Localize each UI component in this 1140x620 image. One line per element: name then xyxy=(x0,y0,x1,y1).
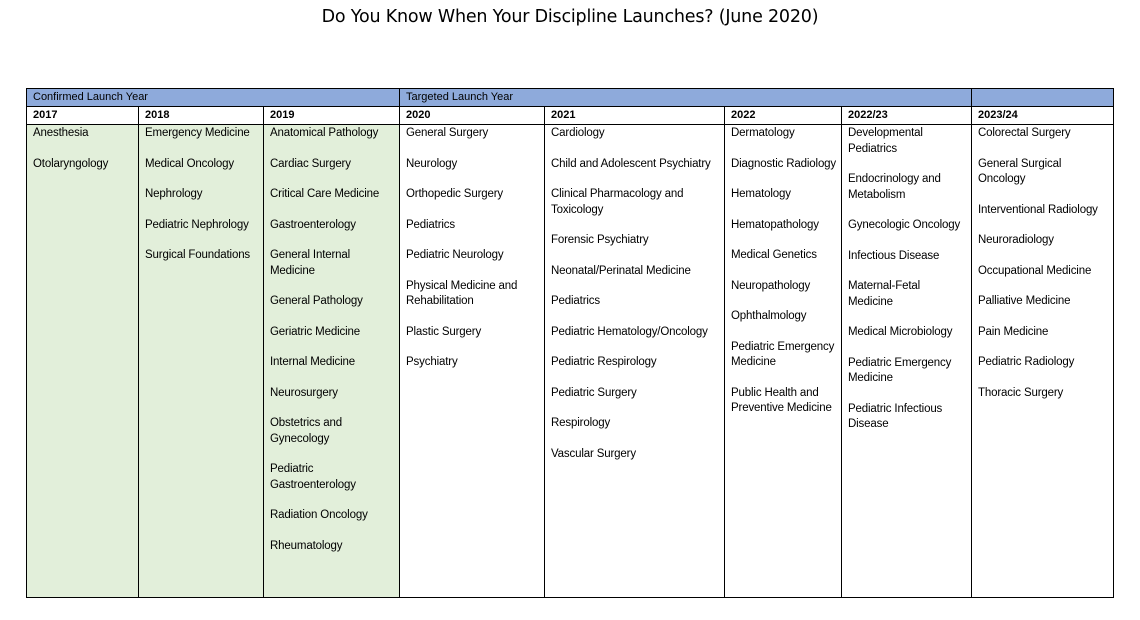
column-2020 xyxy=(399,107,544,597)
group-header-row xyxy=(27,89,1113,107)
discipline-item: Hematopathology xyxy=(731,218,819,231)
discipline-item: Otolaryngology xyxy=(33,157,109,170)
column-header: 2019 xyxy=(264,107,399,125)
discipline-item: Gynecologic Oncology xyxy=(848,219,961,231)
discipline-item: Plastic Surgery xyxy=(406,325,482,338)
discipline-item: Pediatric Neurology xyxy=(406,249,504,261)
column-body xyxy=(725,126,841,417)
column-header: 2023/24 xyxy=(972,107,1113,125)
discipline-item: Medical Genetics xyxy=(731,249,817,261)
discipline-item: Pediatric Emergency Medicine xyxy=(848,356,952,384)
discipline-item: Pediatrics xyxy=(406,218,455,231)
discipline-item: Emergency Medicine xyxy=(145,127,250,139)
discipline-item: Cardiac Surgery xyxy=(270,157,351,170)
discipline-item: Medical Oncology xyxy=(145,157,235,170)
column-2018 xyxy=(138,107,263,597)
column-header: 2017 xyxy=(27,107,138,125)
page-title: Do You Know When Your Discipline Launches? (June 2020) xyxy=(321,7,819,27)
column-body xyxy=(264,126,399,554)
discipline-item: Neurosurgery xyxy=(270,386,338,399)
discipline-item: Ophthalmology xyxy=(731,310,807,322)
discipline-item: General Surgical Oncology xyxy=(978,157,1062,185)
column-header: 2022 xyxy=(725,107,841,125)
discipline-item: Neuroradiology xyxy=(978,234,1054,246)
column-2022 xyxy=(724,107,841,597)
column-2022-23 xyxy=(841,107,971,597)
discipline-item: Thoracic Surgery xyxy=(978,386,1064,399)
column-2017 xyxy=(27,107,138,597)
discipline-item: Pediatric Respirology xyxy=(551,356,657,368)
discipline-item: Colorectal Surgery xyxy=(978,127,1071,139)
discipline-item: Interventional Radiology xyxy=(978,203,1098,216)
discipline-item: Radiation Oncology xyxy=(270,509,368,521)
column-header: 2018 xyxy=(139,107,263,125)
discipline-item: Neonatal/Perinatal Medicine xyxy=(551,264,691,277)
discipline-item: General Surgery xyxy=(406,127,489,139)
discipline-item: Physical Medicine and Rehabilitation xyxy=(406,279,518,307)
discipline-item: Neurology xyxy=(406,157,458,170)
discipline-item: Anatomical Pathology xyxy=(270,127,379,139)
discipline-item: Surgical Foundations xyxy=(145,249,251,261)
discipline-item: Palliative Medicine xyxy=(978,295,1071,307)
discipline-item: Endocrinology and Metabolism xyxy=(848,173,941,201)
discipline-item: Pediatric Gastroenterology xyxy=(270,463,356,491)
group-header-confirmed: Confirmed Launch Year xyxy=(27,89,399,106)
column-header: 2022/23 xyxy=(842,107,971,125)
column-body xyxy=(139,126,263,264)
discipline-item: Medical Microbiology xyxy=(848,326,953,338)
discipline-item: Geriatric Medicine xyxy=(270,325,360,338)
discipline-item: Diagnostic Radiology xyxy=(731,157,837,170)
discipline-item: Respirology xyxy=(551,417,611,429)
discipline-item: Orthopedic Surgery xyxy=(406,188,504,200)
column-2021 xyxy=(544,107,724,597)
column-body xyxy=(842,126,971,433)
discipline-item: Pediatric Radiology xyxy=(978,356,1075,368)
discipline-item: Public Health and Preventive Medicine xyxy=(731,386,832,414)
discipline-item: Anesthesia xyxy=(33,127,89,139)
group-header-blank xyxy=(971,89,1113,106)
discipline-item: Psychiatry xyxy=(406,356,458,368)
launch-year-table xyxy=(26,88,1114,598)
discipline-item: Child and Adolescent Psychiatry xyxy=(551,157,711,170)
discipline-item: Maternal-Fetal Medicine xyxy=(848,280,921,308)
discipline-item: Developmental Pediatrics xyxy=(848,127,923,155)
discipline-item: General Internal Medicine xyxy=(270,249,351,277)
discipline-item: Pediatric Infectious Disease xyxy=(848,402,943,430)
discipline-item: Internal Medicine xyxy=(270,356,356,368)
column-body xyxy=(27,126,138,172)
discipline-item: Dermatology xyxy=(731,127,795,139)
discipline-item: Clinical Pharmacology and Toxicology xyxy=(551,188,684,216)
column-header: 2020 xyxy=(400,107,544,125)
group-header-targeted: Targeted Launch Year xyxy=(399,89,971,106)
discipline-item: Pediatric Hematology/Oncology xyxy=(551,325,708,338)
discipline-item: Obstetrics and Gynecology xyxy=(270,417,343,445)
column-body xyxy=(972,126,1113,401)
discipline-item: Nephrology xyxy=(145,188,203,200)
column-body xyxy=(545,126,724,462)
discipline-item: Pediatrics xyxy=(551,295,600,307)
discipline-item: Hematology xyxy=(731,188,791,200)
discipline-item: Pediatric Emergency Medicine xyxy=(731,340,835,368)
column-2023-24 xyxy=(971,107,1113,597)
discipline-item: Gastroenterology xyxy=(270,218,356,231)
discipline-item: Occupational Medicine xyxy=(978,264,1092,277)
column-header: 2021 xyxy=(545,107,724,125)
column-body xyxy=(400,126,544,371)
discipline-item: Pediatric Surgery xyxy=(551,386,637,399)
discipline-item: Vascular Surgery xyxy=(551,447,636,460)
discipline-item: Pain Medicine xyxy=(978,325,1049,338)
discipline-item: General Pathology xyxy=(270,295,363,307)
discipline-item: Cardiology xyxy=(551,127,605,139)
discipline-item: Infectious Disease xyxy=(848,249,940,262)
discipline-item: Neuropathology xyxy=(731,279,811,292)
discipline-item: Forensic Psychiatry xyxy=(551,234,649,246)
discipline-item: Rheumatology xyxy=(270,539,343,552)
discipline-item: Critical Care Medicine xyxy=(270,188,380,200)
discipline-item: Pediatric Nephrology xyxy=(145,218,249,231)
column-2019 xyxy=(263,107,399,597)
